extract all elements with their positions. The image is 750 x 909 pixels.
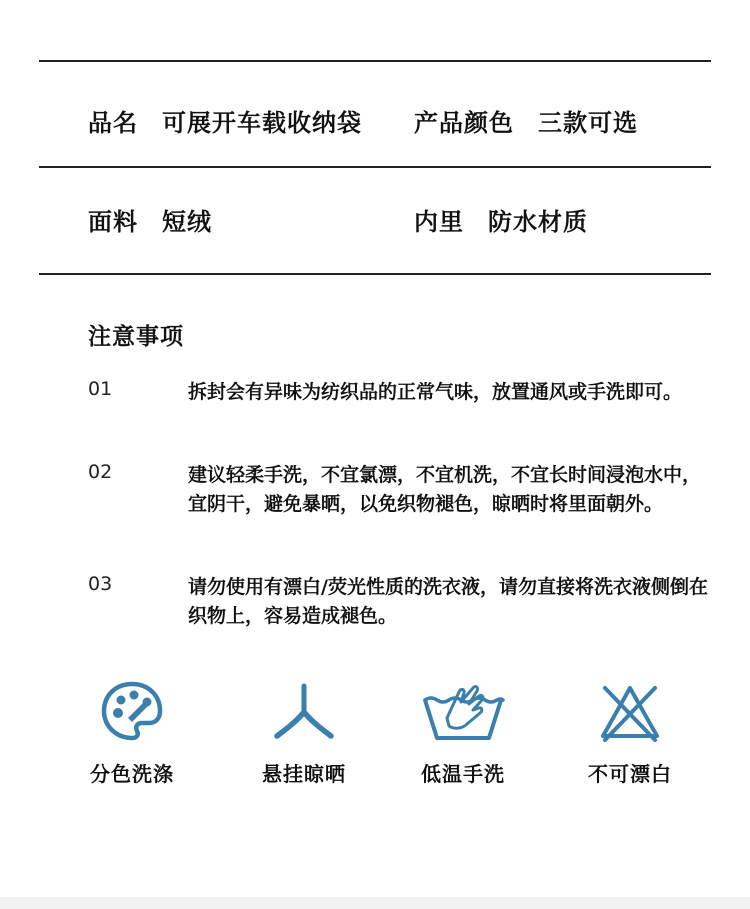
spec-value: 三款可选 [538,108,638,137]
care-hang-dry [229,678,379,787]
care-hand-wash [388,678,538,787]
spec-value: 可展开车载收纳袋 [162,108,362,137]
spec-fabric [88,202,212,237]
spec-product-name [88,103,362,138]
care-label: 不可漂白 [588,762,672,786]
hanger-icon [269,678,339,744]
bottom-band [0,897,750,909]
middle-divider [39,166,711,168]
note-text: 拆封会有异味为纺织品的正常气味，放置通风或手洗即可。 [188,381,683,403]
care-label: 分色洗涤 [90,762,174,786]
spec-label: 内里 [414,207,464,236]
note-number: 02 [88,461,113,483]
spec-lining [414,202,588,237]
care-no-bleach [555,678,705,787]
top-divider [39,60,711,62]
note-number: 01 [88,378,113,400]
no-bleach-icon [595,678,665,744]
bottom-divider [39,273,711,275]
spec-label: 品名 [88,108,138,137]
palette-icon [97,678,167,744]
spec-label: 产品颜色 [414,108,514,137]
note-text: 建议轻柔手洗，不宜氯漂，不宜机洗，不宜长时间浸泡水中，宜阴干，避免暴晒，以免织物褪色，晾晒时将里面朝外。 [188,464,702,515]
spec-value: 防水材质 [488,207,588,236]
notes-title: 注意事项 [88,324,184,350]
note-text: 请勿使用有漂白/荧光性质的洗衣液，请勿直接将洗衣液侧倒在织物上，容易造成褪色。 [188,576,708,627]
spec-product-color [414,103,638,138]
care-label: 低温手洗 [421,762,505,786]
care-separate-wash [57,678,207,787]
care-label: 悬挂晾晒 [262,762,346,786]
note-number: 03 [88,573,113,595]
spec-value: 短绒 [162,207,212,236]
spec-label: 面料 [88,207,138,236]
hand-wash-icon [421,678,505,744]
